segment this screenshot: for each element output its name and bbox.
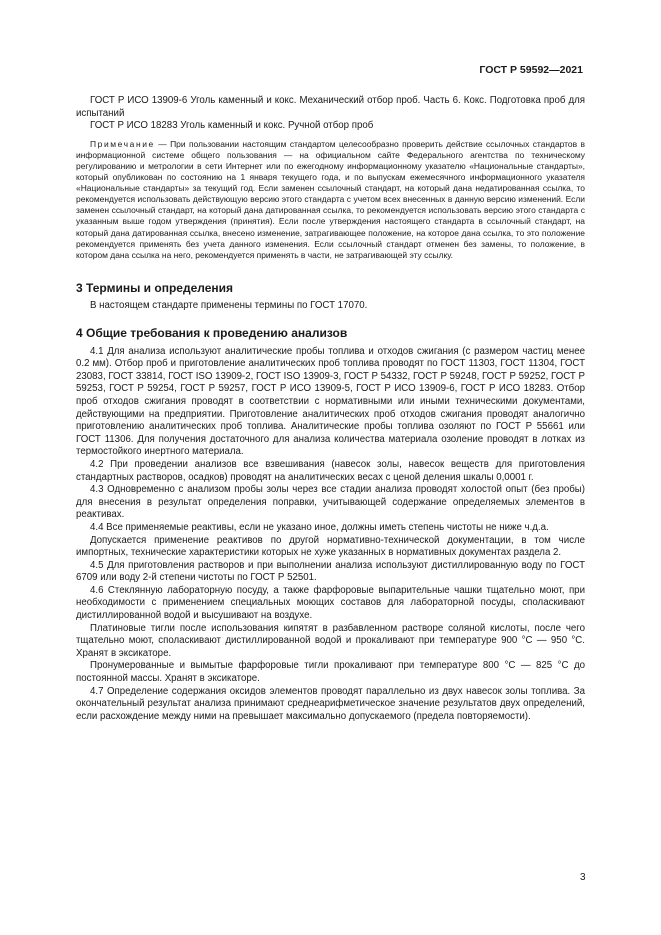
paragraph-4-6: 4.6 Стеклянную лабораторную посуду, а также фарфоровые выпарительные чашки тщательно моют, при необходимости с применением специальных моющих составов для лабораторной посуды, споласкивают дистиллированной водой и высушивают на воздухе.	[76, 584, 585, 622]
page-content	[76, 95, 585, 723]
note-label: Примечание	[90, 138, 155, 149]
section-4-heading: 4 Общие требования к проведению анализов	[76, 326, 348, 340]
paragraph-4-4: 4.4 Все применяемые реактивы, если не указано иное, должны иметь степень чистоты не ниже ч.д.а.	[90, 521, 549, 533]
paragraph-4-4-cont: Допускается применение реактивов по другой нормативно-технической документации, в том числе импортных, технические характеристики которых не хуже указанных в нормативных документах раздела 2.	[76, 534, 585, 559]
paragraph-4-6-platinum: Платиновые тигли после использования кипятят в разбавленном растворе соляной кислоты, после чего тщательно моют, споласкивают дистиллированной водой и прокаливают при температуре 900 °С — 950 °С. Хранят в эксикаторе.	[76, 622, 585, 659]
note-paragraph	[76, 139, 585, 261]
section-3-text: В настоящем стандарте применены термины по ГОСТ 17070.	[90, 300, 368, 312]
paragraph-4-5: 4.5 Для приготовления растворов и при выполнении анализа используют дистиллированную воду по ГОСТ 6709 или воду 2-й степени чистоты по ГОСТ Р 52501.	[76, 559, 585, 584]
note-text: — При пользовании настоящим стандартом целесообразно проверить действие ссылочных стандартов в информационной системе общего пользования — на официальном сайте Федерального агентства по техническому регулированию и метрологии в сети Интернет или по ежегодному информационному указателю «Национальные стандарты», который опубликован по состоянию на 1 января текущего года, и по выпускам ежемесячного информационного указателя «Национальные стандарты» за текущий год. Если заменен ссылочный стандарт, на который дана недатированная ссылка, то рекомендуется использовать действующую версию этого стандарта с учетом всех внесенных в данную версию изменений. Если заменен ссылочный стандарт, на который дана датированная ссылка, то рекомендуется использовать версию этого стандарта с указанным выше годом утверждения (принятия). Если после утверждения настоящего стандарта в ссылочный стандарт, на который дана датированная ссылка, внесено изменение, затрагивающее положение, на которое дана ссылка, то это положение рекомендуется применять без учета данного изменения. Если ссылочный стандарт отменен без замены, то положение, в котором дана ссылка на него, рекомендуется применять в части, не затрагивающей эту ссылку.	[76, 138, 585, 260]
document-header: ГОСТ Р 59592—2021	[479, 64, 583, 76]
page-number: 3	[580, 872, 586, 883]
paragraph-4-1: 4.1 Для анализа используют аналитические пробы топлива и отходов сжигания (с размером частиц менее 0.2 мм). Отбор проб и приготовление аналитических проб топлива проводят по ГОСТ 11303, ГОСТ 11304, ГОСТ 23083, ГОСТ 33814, ГОСТ ISO 13909-2, ГОСТ ISO 13909-3, ГОСТ Р 54332, ГОСТ Р 59248, ГОСТ Р 59252, ГОСТ Р 59253, ГОСТ Р 59254, ГОСТ Р 59257, ГОСТ Р ИСО 13909-5, ГОСТ Р ИСО 13909-6, ГОСТ Р ИСО 18283. Отбор проб отходов сжигания проводят в соответствии с нормативными или иными техническими документами, действующими на предприятии. Приготовление аналитических проб отходов сжигания проводят аналогично приготовлению аналитических проб топлива. Аналитические пробы топлива озоляют по ГОСТ Р 55661 или ГОСТ 11306. Для получения достаточного для анализа количества материала озоление проводят в лотках из термостойкого инертного материала.	[76, 345, 585, 458]
paragraph-4-7: 4.7 Определение содержания оксидов элементов проводят параллельно из двух навесок золы топлива. За окончательный результат анализа принимают среднеарифметическое значение результатов двух определений, если расхождение между ними на превышает максимально допускаемого (предела повторяемости).	[76, 685, 585, 722]
paragraph-4-3: 4.3 Одновременно с анализом пробы золы через все стадии анализа проводят холостой опыт (без пробы) для внесения в результат определения поправки, учитывающей содержание определяемых элементов в реактивах.	[76, 484, 585, 521]
paragraph-4-2: 4.2 При проведении анализов все взвешивания (навесок золы, навесок веществ для приготовления стандартных растворов, осадков) проводят на аналитических весах с ценой деления шкалы 0,0001 г.	[76, 458, 585, 483]
reference-entry: ГОСТ Р ИСО 13909-6 Уголь каменный и кокс. Механический отбор проб. Часть 6. Кокс. Подготовка проб для испытаний	[76, 95, 585, 119]
section-3-heading: 3 Термины и определения	[76, 280, 234, 295]
reference-entry: ГОСТ Р ИСО 18283 Уголь каменный и кокс. Ручной отбор проб	[90, 120, 374, 132]
paragraph-4-6-porcelain: Пронумерованные и вымытые фарфоровые тигли прокаливают при температуре 800 °С — 825 °С до постоянной массы. Хранят в эксикаторе.	[76, 660, 585, 685]
